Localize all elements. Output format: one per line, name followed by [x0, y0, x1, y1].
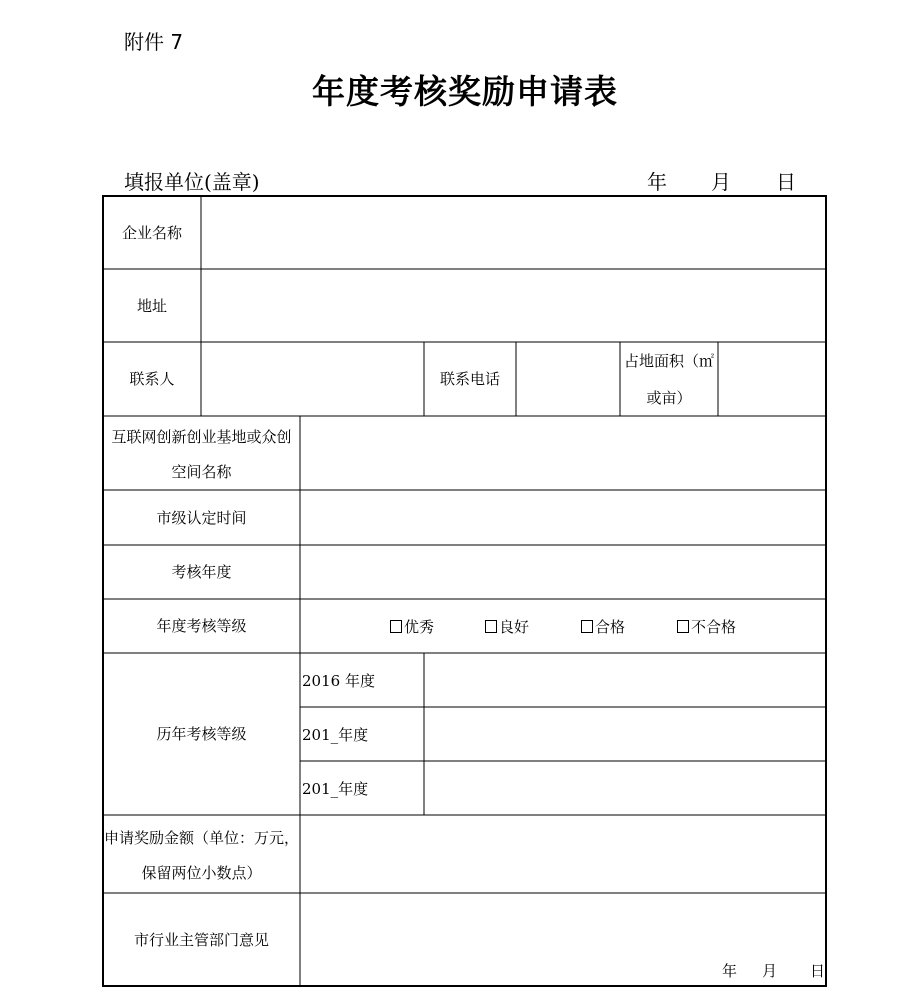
company-name-label: 企业名称	[121, 223, 182, 242]
address-label: 地址	[136, 296, 167, 315]
contact-phone-label: 联系电话	[439, 370, 500, 388]
checkbox-icon[interactable]	[485, 620, 497, 633]
history-year-3-label: 201_年度	[302, 779, 369, 798]
reward-amount-label	[103, 815, 300, 893]
history-year-3-field[interactable]	[424, 761, 826, 815]
history-year-2-field[interactable]	[424, 707, 826, 761]
history-year-1-label: 2016 年度	[302, 671, 375, 690]
grade-option-good[interactable]: 良好	[485, 616, 529, 637]
reward-amount-field[interactable]	[300, 815, 826, 893]
company-name-field[interactable]	[201, 196, 826, 269]
grade-option-fail[interactable]: 不合格	[677, 616, 736, 637]
grade-option-pass[interactable]: 合格	[581, 616, 625, 637]
filler-unit-label: 填报单位(盖章)	[124, 170, 260, 194]
checkbox-icon[interactable]	[390, 620, 402, 633]
page-title: 年度考核奖励申请表	[312, 72, 618, 111]
dept-opinion-label: 市行业主管部门意见	[133, 930, 269, 949]
base-name-label-line1: 互联网创新创业基地或众创	[111, 428, 292, 446]
checkbox-icon[interactable]	[677, 620, 689, 633]
header-date-day: 日	[776, 170, 796, 194]
city-cert-time-field[interactable]	[300, 490, 826, 545]
history-year-1-field[interactable]	[424, 653, 826, 707]
assessment-year-field[interactable]	[300, 545, 826, 599]
history-grade-label: 历年考核等级	[156, 725, 247, 743]
history-year-2-label: 201_年度	[302, 725, 369, 744]
area-label	[620, 342, 718, 416]
header-date-year: 年	[647, 170, 667, 194]
contact-person-field[interactable]	[201, 342, 424, 416]
contact-person-label: 联系人	[129, 370, 175, 388]
base-name-label	[103, 416, 300, 490]
city-cert-time-label: 市级认定时间	[156, 508, 247, 527]
contact-phone-field[interactable]	[516, 342, 620, 416]
base-name-label-line2: 空间名称	[171, 463, 232, 481]
reward-amount-label-line1: 申请奖励金额（单位：万元，	[103, 829, 299, 847]
dept-opinion-field[interactable]	[300, 893, 826, 986]
assessment-year-label: 考核年度	[171, 563, 232, 581]
checkbox-icon[interactable]	[581, 620, 593, 633]
attachment-label: 附件 7	[124, 30, 184, 54]
area-label-line2: 或亩）	[646, 389, 692, 407]
address-field[interactable]	[201, 269, 826, 342]
grade-option-excellent[interactable]: 优秀	[390, 616, 434, 637]
sign-date-year: 年	[722, 962, 738, 980]
sign-date-day: 日	[810, 962, 826, 980]
area-label-line1: 占地面积（㎡	[623, 352, 714, 370]
annual-grade-label: 年度考核等级	[156, 617, 247, 635]
base-name-field[interactable]	[300, 416, 826, 490]
header-date-month: 月	[711, 170, 731, 194]
reward-amount-label-line2: 保留两位小数点）	[141, 864, 262, 882]
sign-date-month: 月	[762, 962, 778, 980]
area-field[interactable]	[718, 342, 826, 416]
